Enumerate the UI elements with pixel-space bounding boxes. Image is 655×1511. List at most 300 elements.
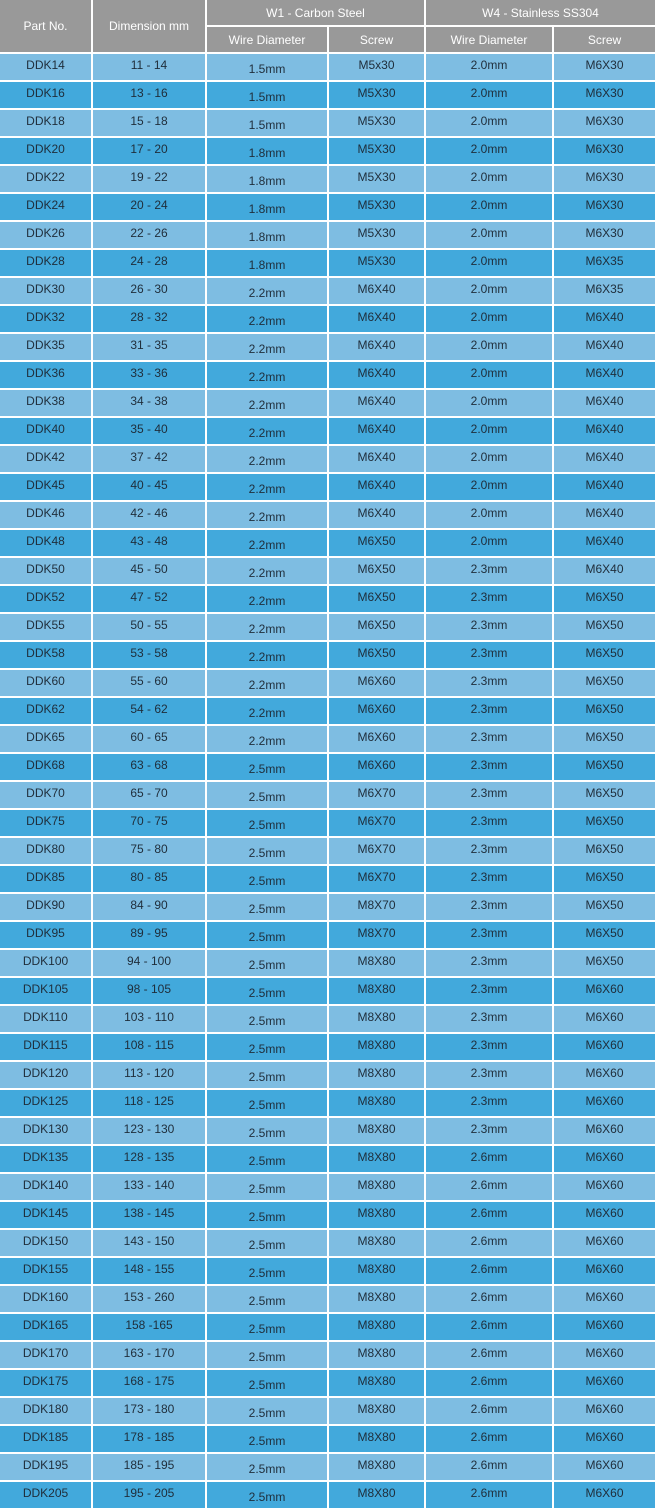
w4-screw-cell: M6X60 xyxy=(553,1033,655,1061)
w4-wire-diameter-cell: 2.0mm xyxy=(425,529,553,557)
w4-screw-cell: M6X60 xyxy=(553,1005,655,1033)
w1-wire-diameter-cell: 2.2mm xyxy=(206,725,328,753)
header-w4-screw: Screw xyxy=(553,26,655,53)
dimension-cell: 123 - 130 xyxy=(92,1117,206,1145)
w1-wire-diameter-cell: 2.5mm xyxy=(206,1201,328,1229)
dimension-cell: 178 - 185 xyxy=(92,1425,206,1453)
w4-wire-diameter-cell: 2.0mm xyxy=(425,109,553,137)
w4-screw-cell: M6X60 xyxy=(553,1453,655,1481)
w4-screw-cell: M6X50 xyxy=(553,837,655,865)
w1-wire-diameter-cell: 2.5mm xyxy=(206,1453,328,1481)
w1-wire-diameter-cell: 1.8mm xyxy=(206,249,328,277)
part-no-cell: DDK100 xyxy=(0,949,92,977)
dimension-cell: 31 - 35 xyxy=(92,333,206,361)
w1-wire-diameter-cell: 2.5mm xyxy=(206,1117,328,1145)
w4-wire-diameter-cell: 2.0mm xyxy=(425,445,553,473)
w4-screw-cell: M6X40 xyxy=(553,557,655,585)
w4-wire-diameter-cell: 2.6mm xyxy=(425,1285,553,1313)
dimension-cell: 11 - 14 xyxy=(92,53,206,81)
w1-wire-diameter-cell: 2.5mm xyxy=(206,921,328,949)
table-row xyxy=(0,893,655,921)
w1-wire-diameter-cell: 2.2mm xyxy=(206,333,328,361)
table-row xyxy=(0,1145,655,1173)
w1-wire-diameter-cell: 1.5mm xyxy=(206,53,328,81)
part-no-cell: DDK60 xyxy=(0,669,92,697)
table-row xyxy=(0,557,655,585)
w1-screw-cell: M8X80 xyxy=(328,1341,425,1369)
part-no-cell: DDK55 xyxy=(0,613,92,641)
dimension-cell: 40 - 45 xyxy=(92,473,206,501)
w4-screw-cell: M6X30 xyxy=(553,165,655,193)
w4-screw-cell: M6X40 xyxy=(553,417,655,445)
w4-screw-cell: M6X60 xyxy=(553,1089,655,1117)
table-row xyxy=(0,669,655,697)
table-row xyxy=(0,165,655,193)
part-no-cell: DDK30 xyxy=(0,277,92,305)
w4-screw-cell: M6X40 xyxy=(553,389,655,417)
dimension-cell: 133 - 140 xyxy=(92,1173,206,1201)
dimension-cell: 42 - 46 xyxy=(92,501,206,529)
dimension-cell: 63 - 68 xyxy=(92,753,206,781)
header-w1-wire-diameter: Wire Diameter xyxy=(206,26,328,53)
w1-wire-diameter-cell: 2.5mm xyxy=(206,1397,328,1425)
w4-screw-cell: M6X60 xyxy=(553,1201,655,1229)
part-no-cell: DDK26 xyxy=(0,221,92,249)
dimension-cell: 17 - 20 xyxy=(92,137,206,165)
part-no-cell: DDK145 xyxy=(0,1201,92,1229)
w4-screw-cell: M6X60 xyxy=(553,1229,655,1257)
table-row xyxy=(0,1341,655,1369)
w1-wire-diameter-cell: 2.5mm xyxy=(206,1313,328,1341)
header-part-no: Part No. xyxy=(0,0,92,53)
w1-wire-diameter-cell: 2.2mm xyxy=(206,669,328,697)
w4-screw-cell: M6X50 xyxy=(553,725,655,753)
dimension-cell: 53 - 58 xyxy=(92,641,206,669)
part-no-cell: DDK135 xyxy=(0,1145,92,1173)
w1-screw-cell: M6X40 xyxy=(328,333,425,361)
table-row xyxy=(0,781,655,809)
w1-screw-cell: M6X50 xyxy=(328,557,425,585)
w1-wire-diameter-cell: 2.5mm xyxy=(206,893,328,921)
w1-screw-cell: M8X80 xyxy=(328,1397,425,1425)
w4-screw-cell: M6X40 xyxy=(553,305,655,333)
w1-screw-cell: M6X60 xyxy=(328,725,425,753)
w4-wire-diameter-cell: 2.3mm xyxy=(425,641,553,669)
table-row xyxy=(0,53,655,81)
w1-wire-diameter-cell: 2.5mm xyxy=(206,949,328,977)
table-row xyxy=(0,81,655,109)
table-row xyxy=(0,1173,655,1201)
table-row xyxy=(0,1033,655,1061)
w1-wire-diameter-cell: 2.2mm xyxy=(206,445,328,473)
table-row xyxy=(0,921,655,949)
w4-screw-cell: M6X50 xyxy=(553,921,655,949)
w1-screw-cell: M6X50 xyxy=(328,585,425,613)
part-no-cell: DDK32 xyxy=(0,305,92,333)
part-no-cell: DDK48 xyxy=(0,529,92,557)
table-row xyxy=(0,529,655,557)
table-row xyxy=(0,1285,655,1313)
w1-screw-cell: M8X80 xyxy=(328,1481,425,1509)
w1-wire-diameter-cell: 2.2mm xyxy=(206,305,328,333)
w4-screw-cell: M6X60 xyxy=(553,1117,655,1145)
part-no-cell: DDK195 xyxy=(0,1453,92,1481)
w1-wire-diameter-cell: 2.2mm xyxy=(206,361,328,389)
w1-screw-cell: M8X80 xyxy=(328,1033,425,1061)
table-row xyxy=(0,809,655,837)
dimension-cell: 138 - 145 xyxy=(92,1201,206,1229)
w1-wire-diameter-cell: 2.2mm xyxy=(206,417,328,445)
table-row xyxy=(0,305,655,333)
header-w4-wire-diameter: Wire Diameter xyxy=(425,26,553,53)
part-no-cell: DDK150 xyxy=(0,1229,92,1257)
w4-screw-cell: M6X30 xyxy=(553,81,655,109)
w4-wire-diameter-cell: 2.6mm xyxy=(425,1397,553,1425)
w1-screw-cell: M6X40 xyxy=(328,473,425,501)
part-no-cell: DDK160 xyxy=(0,1285,92,1313)
part-no-cell: DDK175 xyxy=(0,1369,92,1397)
part-no-cell: DDK20 xyxy=(0,137,92,165)
part-no-cell: DDK130 xyxy=(0,1117,92,1145)
table-row xyxy=(0,249,655,277)
dimension-cell: 13 - 16 xyxy=(92,81,206,109)
w1-wire-diameter-cell: 2.5mm xyxy=(206,781,328,809)
w4-screw-cell: M6X35 xyxy=(553,249,655,277)
w1-screw-cell: M6X70 xyxy=(328,809,425,837)
w1-screw-cell: M6X50 xyxy=(328,529,425,557)
part-no-cell: DDK52 xyxy=(0,585,92,613)
w4-wire-diameter-cell: 2.3mm xyxy=(425,781,553,809)
dimension-cell: 55 - 60 xyxy=(92,669,206,697)
w1-screw-cell: M5X30 xyxy=(328,81,425,109)
dimension-cell: 158 -165 xyxy=(92,1313,206,1341)
table-row xyxy=(0,501,655,529)
w4-screw-cell: M6X40 xyxy=(553,445,655,473)
w4-wire-diameter-cell: 2.3mm xyxy=(425,837,553,865)
dimension-cell: 20 - 24 xyxy=(92,193,206,221)
w1-wire-diameter-cell: 2.5mm xyxy=(206,1369,328,1397)
w1-wire-diameter-cell: 2.2mm xyxy=(206,473,328,501)
w1-wire-diameter-cell: 2.5mm xyxy=(206,865,328,893)
table-row xyxy=(0,445,655,473)
dimension-cell: 84 - 90 xyxy=(92,893,206,921)
w1-screw-cell: M5X30 xyxy=(328,109,425,137)
table-row xyxy=(0,585,655,613)
w4-wire-diameter-cell: 2.3mm xyxy=(425,725,553,753)
part-no-cell: DDK110 xyxy=(0,1005,92,1033)
w1-screw-cell: M6X40 xyxy=(328,361,425,389)
part-no-cell: DDK140 xyxy=(0,1173,92,1201)
w1-wire-diameter-cell: 2.5mm xyxy=(206,1173,328,1201)
w1-wire-diameter-cell: 1.5mm xyxy=(206,109,328,137)
table-row xyxy=(0,473,655,501)
w4-screw-cell: M6X50 xyxy=(553,949,655,977)
w4-wire-diameter-cell: 2.3mm xyxy=(425,1117,553,1145)
w4-screw-cell: M6X40 xyxy=(553,501,655,529)
w1-screw-cell: M8X80 xyxy=(328,1425,425,1453)
dimension-cell: 45 - 50 xyxy=(92,557,206,585)
w1-wire-diameter-cell: 1.8mm xyxy=(206,221,328,249)
w1-wire-diameter-cell: 1.8mm xyxy=(206,193,328,221)
dimension-cell: 70 - 75 xyxy=(92,809,206,837)
table-header xyxy=(0,0,655,53)
w4-screw-cell: M6X50 xyxy=(553,585,655,613)
w4-screw-cell: M6X50 xyxy=(553,809,655,837)
dimension-cell: 19 - 22 xyxy=(92,165,206,193)
w1-wire-diameter-cell: 2.5mm xyxy=(206,1005,328,1033)
header-group-row xyxy=(0,0,655,26)
w1-screw-cell: M8X80 xyxy=(328,1201,425,1229)
part-no-cell: DDK38 xyxy=(0,389,92,417)
w1-screw-cell: M6X40 xyxy=(328,389,425,417)
w1-screw-cell: M8X80 xyxy=(328,1061,425,1089)
table-row xyxy=(0,1257,655,1285)
w1-wire-diameter-cell: 2.5mm xyxy=(206,1089,328,1117)
part-no-cell: DDK115 xyxy=(0,1033,92,1061)
header-group-carbon-steel: W1 - Carbon Steel xyxy=(206,0,425,26)
w4-wire-diameter-cell: 2.6mm xyxy=(425,1145,553,1173)
w4-screw-cell: M6X30 xyxy=(553,221,655,249)
w1-screw-cell: M8X80 xyxy=(328,949,425,977)
w4-screw-cell: M6X60 xyxy=(553,1257,655,1285)
w1-wire-diameter-cell: 2.5mm xyxy=(206,753,328,781)
w4-screw-cell: M6X60 xyxy=(553,1313,655,1341)
w1-wire-diameter-cell: 2.5mm xyxy=(206,1425,328,1453)
w4-screw-cell: M6X30 xyxy=(553,109,655,137)
w4-screw-cell: M6X30 xyxy=(553,193,655,221)
table-row xyxy=(0,641,655,669)
w4-wire-diameter-cell: 2.6mm xyxy=(425,1313,553,1341)
w1-wire-diameter-cell: 2.5mm xyxy=(206,1061,328,1089)
w4-wire-diameter-cell: 2.0mm xyxy=(425,305,553,333)
table-row xyxy=(0,753,655,781)
dimension-cell: 94 - 100 xyxy=(92,949,206,977)
table-row xyxy=(0,1229,655,1257)
dimension-cell: 103 - 110 xyxy=(92,1005,206,1033)
w4-screw-cell: M6X50 xyxy=(553,781,655,809)
part-no-cell: DDK14 xyxy=(0,53,92,81)
part-no-cell: DDK65 xyxy=(0,725,92,753)
w4-screw-cell: M6X60 xyxy=(553,1061,655,1089)
dimension-cell: 37 - 42 xyxy=(92,445,206,473)
part-no-cell: DDK70 xyxy=(0,781,92,809)
w1-wire-diameter-cell: 2.2mm xyxy=(206,529,328,557)
w4-wire-diameter-cell: 2.3mm xyxy=(425,753,553,781)
header-group-stainless: W4 - Stainless SS304 xyxy=(425,0,655,26)
w4-screw-cell: M6X60 xyxy=(553,1145,655,1173)
w1-wire-diameter-cell: 2.5mm xyxy=(206,977,328,1005)
table-row xyxy=(0,1397,655,1425)
w4-screw-cell: M6X60 xyxy=(553,1425,655,1453)
part-no-cell: DDK205 xyxy=(0,1481,92,1509)
dimension-cell: 89 - 95 xyxy=(92,921,206,949)
part-no-cell: DDK58 xyxy=(0,641,92,669)
table-body xyxy=(0,53,655,1509)
w1-screw-cell: M8X80 xyxy=(328,1313,425,1341)
w4-screw-cell: M6X60 xyxy=(553,1285,655,1313)
w4-screw-cell: M6X50 xyxy=(553,669,655,697)
w4-wire-diameter-cell: 2.0mm xyxy=(425,473,553,501)
w1-wire-diameter-cell: 2.5mm xyxy=(206,809,328,837)
w4-wire-diameter-cell: 2.3mm xyxy=(425,809,553,837)
w4-screw-cell: M6X40 xyxy=(553,361,655,389)
w1-screw-cell: M5X30 xyxy=(328,165,425,193)
dimension-cell: 35 - 40 xyxy=(92,417,206,445)
w4-wire-diameter-cell: 2.6mm xyxy=(425,1341,553,1369)
w1-wire-diameter-cell: 2.2mm xyxy=(206,501,328,529)
header-dimension: Dimension mm xyxy=(92,0,206,53)
w4-wire-diameter-cell: 2.3mm xyxy=(425,977,553,1005)
w1-wire-diameter-cell: 2.2mm xyxy=(206,389,328,417)
w1-wire-diameter-cell: 2.5mm xyxy=(206,1145,328,1173)
table-row xyxy=(0,417,655,445)
w4-wire-diameter-cell: 2.0mm xyxy=(425,249,553,277)
table-row xyxy=(0,277,655,305)
w4-wire-diameter-cell: 2.0mm xyxy=(425,193,553,221)
w1-wire-diameter-cell: 2.5mm xyxy=(206,1229,328,1257)
w4-wire-diameter-cell: 2.6mm xyxy=(425,1173,553,1201)
part-no-cell: DDK75 xyxy=(0,809,92,837)
w4-wire-diameter-cell: 2.3mm xyxy=(425,921,553,949)
part-no-cell: DDK68 xyxy=(0,753,92,781)
w4-wire-diameter-cell: 2.6mm xyxy=(425,1201,553,1229)
w1-screw-cell: M5X30 xyxy=(328,249,425,277)
w4-wire-diameter-cell: 2.3mm xyxy=(425,893,553,921)
part-no-cell: DDK165 xyxy=(0,1313,92,1341)
w1-screw-cell: M6X40 xyxy=(328,305,425,333)
part-no-cell: DDK95 xyxy=(0,921,92,949)
w4-screw-cell: M6X50 xyxy=(553,893,655,921)
part-no-cell: DDK40 xyxy=(0,417,92,445)
w1-screw-cell: M8X80 xyxy=(328,1145,425,1173)
w1-wire-diameter-cell: 2.5mm xyxy=(206,1285,328,1313)
w4-wire-diameter-cell: 2.3mm xyxy=(425,585,553,613)
part-no-cell: DDK120 xyxy=(0,1061,92,1089)
table-row xyxy=(0,1369,655,1397)
w4-screw-cell: M6X60 xyxy=(553,977,655,1005)
dimension-cell: 15 - 18 xyxy=(92,109,206,137)
w1-screw-cell: M8X80 xyxy=(328,1089,425,1117)
dimension-cell: 47 - 52 xyxy=(92,585,206,613)
w4-wire-diameter-cell: 2.3mm xyxy=(425,1089,553,1117)
w4-wire-diameter-cell: 2.0mm xyxy=(425,361,553,389)
w4-screw-cell: M6X50 xyxy=(553,613,655,641)
part-no-cell: DDK35 xyxy=(0,333,92,361)
w1-screw-cell: M8X80 xyxy=(328,1453,425,1481)
w4-wire-diameter-cell: 2.3mm xyxy=(425,669,553,697)
w4-wire-diameter-cell: 2.0mm xyxy=(425,53,553,81)
table-row xyxy=(0,837,655,865)
w4-wire-diameter-cell: 2.0mm xyxy=(425,165,553,193)
w1-screw-cell: M8X80 xyxy=(328,1117,425,1145)
table-row xyxy=(0,361,655,389)
dimension-cell: 54 - 62 xyxy=(92,697,206,725)
header-w1-screw: Screw xyxy=(328,26,425,53)
w4-wire-diameter-cell: 2.0mm xyxy=(425,221,553,249)
w4-screw-cell: M6X50 xyxy=(553,753,655,781)
w1-screw-cell: M6X70 xyxy=(328,781,425,809)
table-row xyxy=(0,137,655,165)
w1-screw-cell: M6X70 xyxy=(328,865,425,893)
dimension-cell: 75 - 80 xyxy=(92,837,206,865)
table-row xyxy=(0,865,655,893)
w1-screw-cell: M5X30 xyxy=(328,193,425,221)
table-row xyxy=(0,389,655,417)
w1-screw-cell: M6X40 xyxy=(328,417,425,445)
table-row xyxy=(0,1453,655,1481)
dimension-cell: 26 - 30 xyxy=(92,277,206,305)
w1-screw-cell: M6X50 xyxy=(328,641,425,669)
table-row xyxy=(0,697,655,725)
w4-wire-diameter-cell: 2.0mm xyxy=(425,81,553,109)
part-no-cell: DDK16 xyxy=(0,81,92,109)
w1-screw-cell: M8X70 xyxy=(328,893,425,921)
w1-screw-cell: M5X30 xyxy=(328,221,425,249)
w4-wire-diameter-cell: 2.3mm xyxy=(425,1061,553,1089)
table-row xyxy=(0,1201,655,1229)
w1-screw-cell: M6X40 xyxy=(328,277,425,305)
table-row xyxy=(0,1481,655,1509)
dimension-cell: 173 - 180 xyxy=(92,1397,206,1425)
table-row xyxy=(0,1425,655,1453)
dimension-cell: 185 - 195 xyxy=(92,1453,206,1481)
w4-screw-cell: M6X40 xyxy=(553,473,655,501)
dimension-cell: 195 - 205 xyxy=(92,1481,206,1509)
w1-screw-cell: M6X60 xyxy=(328,669,425,697)
dimension-cell: 98 - 105 xyxy=(92,977,206,1005)
dimension-cell: 118 - 125 xyxy=(92,1089,206,1117)
part-no-cell: DDK46 xyxy=(0,501,92,529)
w1-screw-cell: M5X30 xyxy=(328,137,425,165)
part-no-cell: DDK62 xyxy=(0,697,92,725)
dimension-cell: 50 - 55 xyxy=(92,613,206,641)
w4-screw-cell: M6X50 xyxy=(553,865,655,893)
w1-screw-cell: M6X60 xyxy=(328,697,425,725)
part-no-cell: DDK80 xyxy=(0,837,92,865)
w4-wire-diameter-cell: 2.6mm xyxy=(425,1453,553,1481)
w4-screw-cell: M6X60 xyxy=(553,1173,655,1201)
w4-wire-diameter-cell: 2.3mm xyxy=(425,949,553,977)
part-no-cell: DDK18 xyxy=(0,109,92,137)
w1-wire-diameter-cell: 2.5mm xyxy=(206,1481,328,1509)
w1-screw-cell: M8X80 xyxy=(328,1173,425,1201)
w1-screw-cell: M6X40 xyxy=(328,445,425,473)
dimension-cell: 163 - 170 xyxy=(92,1341,206,1369)
dimension-cell: 65 - 70 xyxy=(92,781,206,809)
w4-wire-diameter-cell: 2.0mm xyxy=(425,417,553,445)
table-row xyxy=(0,1061,655,1089)
w4-screw-cell: M6X60 xyxy=(553,1481,655,1509)
w4-wire-diameter-cell: 2.3mm xyxy=(425,557,553,585)
part-no-cell: DDK85 xyxy=(0,865,92,893)
w1-wire-diameter-cell: 1.5mm xyxy=(206,81,328,109)
w4-wire-diameter-cell: 2.6mm xyxy=(425,1257,553,1285)
w4-wire-diameter-cell: 2.6mm xyxy=(425,1369,553,1397)
w1-wire-diameter-cell: 1.8mm xyxy=(206,165,328,193)
table-row xyxy=(0,221,655,249)
w1-screw-cell: M6X40 xyxy=(328,501,425,529)
table-row xyxy=(0,613,655,641)
w4-wire-diameter-cell: 2.3mm xyxy=(425,1033,553,1061)
w4-wire-diameter-cell: 2.3mm xyxy=(425,613,553,641)
w1-wire-diameter-cell: 2.2mm xyxy=(206,641,328,669)
dimension-cell: 34 - 38 xyxy=(92,389,206,417)
w4-wire-diameter-cell: 2.6mm xyxy=(425,1425,553,1453)
w4-screw-cell: M6X60 xyxy=(553,1341,655,1369)
w4-screw-cell: M6X35 xyxy=(553,277,655,305)
part-no-cell: DDK22 xyxy=(0,165,92,193)
w1-screw-cell: M8X80 xyxy=(328,1005,425,1033)
